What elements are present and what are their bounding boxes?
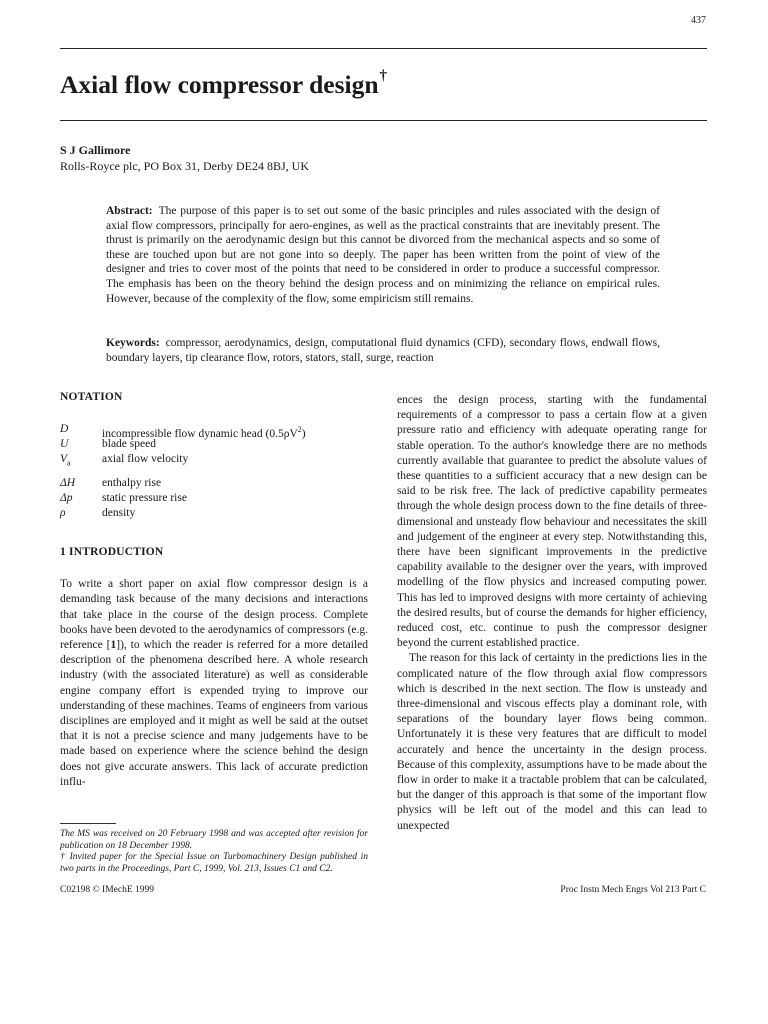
top-rule: [60, 48, 707, 49]
paper-title-text: Axial flow compressor design: [60, 70, 379, 99]
reference-link[interactable]: 1: [110, 638, 117, 651]
notation-item: [60, 476, 368, 491]
introduction-paragraph: To write a short paper on axial flow compressor design is a demanding task because of the many decisions and interactions that take place in the course of the design process. Complete books have been devoted to the aerodynamics of compressors (e.g. reference [1]), to which the reader is referred for a more detailed description of the phenomena described here. A whole research industry (with the associated literature) as well as considerable engine company effort is expended trying to improve our understanding of these machines. Teams of engineers from various disciplines are employed and it might as well be said at the outset that it is not a precise science and many judgements have to be made based on experience where the science behind the design does not give accurate answers. This lack of accurate prediction influ-: [60, 578, 369, 788]
notation-description: enthalpy rise: [102, 476, 162, 489]
notation-item: [60, 506, 368, 521]
notation-item: [60, 422, 368, 440]
notation-description: incompressible flow dynamic head $(0.5\rho V^2)$: [102, 425, 306, 440]
keywords: [106, 336, 660, 365]
notation-symbol: D: [60, 423, 69, 435]
author-name: S J Gallimore: [60, 143, 131, 157]
notation-item: [60, 491, 368, 506]
notation-description: axial flow velocity: [102, 453, 189, 466]
notation-symbol: ρ: [60, 506, 66, 519]
keywords-label: Keywords:: [106, 337, 160, 349]
journal-footer: Proc Instn Mech Engrs Vol 213 Part C: [560, 885, 706, 895]
left-column: [60, 390, 368, 790]
notation-description: static pressure rise: [102, 491, 187, 504]
notation-symbol: ΔH: [60, 476, 76, 489]
paper-title: [60, 68, 388, 99]
footnote-received: The MS was received on 20 February 1998 and was accepted after revision for publication on 18 December 1998.: [60, 829, 368, 851]
notation-heading: NOTATION: [60, 391, 123, 403]
footnote-invited: † Invited paper for the Special Issue on Turbomachinery Design published in two parts in the Proceedings, Part C, 1999, Vol. 213, Issues C1 and C2.: [60, 852, 369, 874]
abstract-label: Abstract:: [106, 205, 153, 217]
notation-item: [60, 452, 368, 467]
introduction-heading: 1 INTRODUCTION: [60, 546, 164, 559]
keywords-text: compressor, aerodynamics, design, computational fluid dynamics (CFD), secondary flows, endwall flows, boundary layers, tip clearance flow, rotors, stators, stall, surge, reaction: [106, 337, 660, 364]
abstract-text: The purpose of this paper is to set out some of the basic principles and rules associated with the design of axial flow compressors, principally for aero-engines, as well as the practical constraints that are inevitably present. The thrust is primarily on the aerodynamic design but this cannot be divorced from the mechanical aspects and so some of these are touched upon but are not gone into so deeply. The paper has been written from the point of view of the designer and tries to cover most of the points that need to be considered in order to produce a successful compressor. The emphasis has been on the theory behind the design process and on minimizing the reliance on empirical rules. However, because of the complexity of the flow, some empiricism still remains.: [106, 205, 660, 305]
body-paragraph: The reason for this lack of certainty in the predictions lies in the complicated nature of the flow through axial flow compressors which is described in the next section. The flow is unsteady and three-dimensional and viscous effects play a dominant role, with separations of the boundary layer flows being common. Unfortunately it is these very features that are difficult to model accurately and hence the uncertainty in the design process. Because of this complexity, assumptions have to be made about the flow in order to make it a tractable problem that can be calculated, but the danger of this approach is that some of the important flow physics will be left out of the model and this can lead to unexpected: [397, 652, 708, 832]
abstract: [106, 204, 660, 306]
title-dagger: †: [379, 68, 388, 84]
body-paragraph: ences the design process, starting with the fundamental requirements of a compressor to pass a certain flow at a given pressure ratio and efficiency with adequate operating range for stable operation. To the author's knowledge there are no methods currently available that guarantee to predict the absolute values of these quantities to a sufficient accuracy that a new design can be said to be risk free. The lack of predictive capability permeates through the whole design process down to the fine details of three-dimensional and unsteady flow behaviour and necessitates the skill and judgement of the engineer at every step. Notwithstanding this, there have been significant improvements in the predictive capability available to the designer over the years, with improved modelling of the flow physics and increased computing power. This has led to improved designs with more certainty of achieving the desired results, but of course the demands for higher efficiency, reduced cost, etc. continue to push the compressor designer beyond the current established practice.: [397, 394, 707, 650]
footnotes: [60, 829, 368, 875]
author-affiliation: Rolls-Royce plc, PO Box 31, Derby DE24 8BJ, UK: [60, 159, 309, 173]
footnote-rule: [60, 823, 116, 824]
page-number: 437: [691, 15, 706, 26]
notation-description: blade speed: [102, 438, 156, 451]
notation-symbol: $V_a$: [60, 453, 71, 468]
right-column: [397, 393, 707, 834]
notation-symbol: Δp: [60, 491, 73, 504]
notation-description: density: [102, 506, 136, 519]
copyright-footer: C02198 © IMechE 1999: [60, 885, 155, 895]
title-rule: [60, 120, 707, 121]
notation-list: [60, 422, 368, 521]
notation-symbol: U: [60, 438, 69, 451]
